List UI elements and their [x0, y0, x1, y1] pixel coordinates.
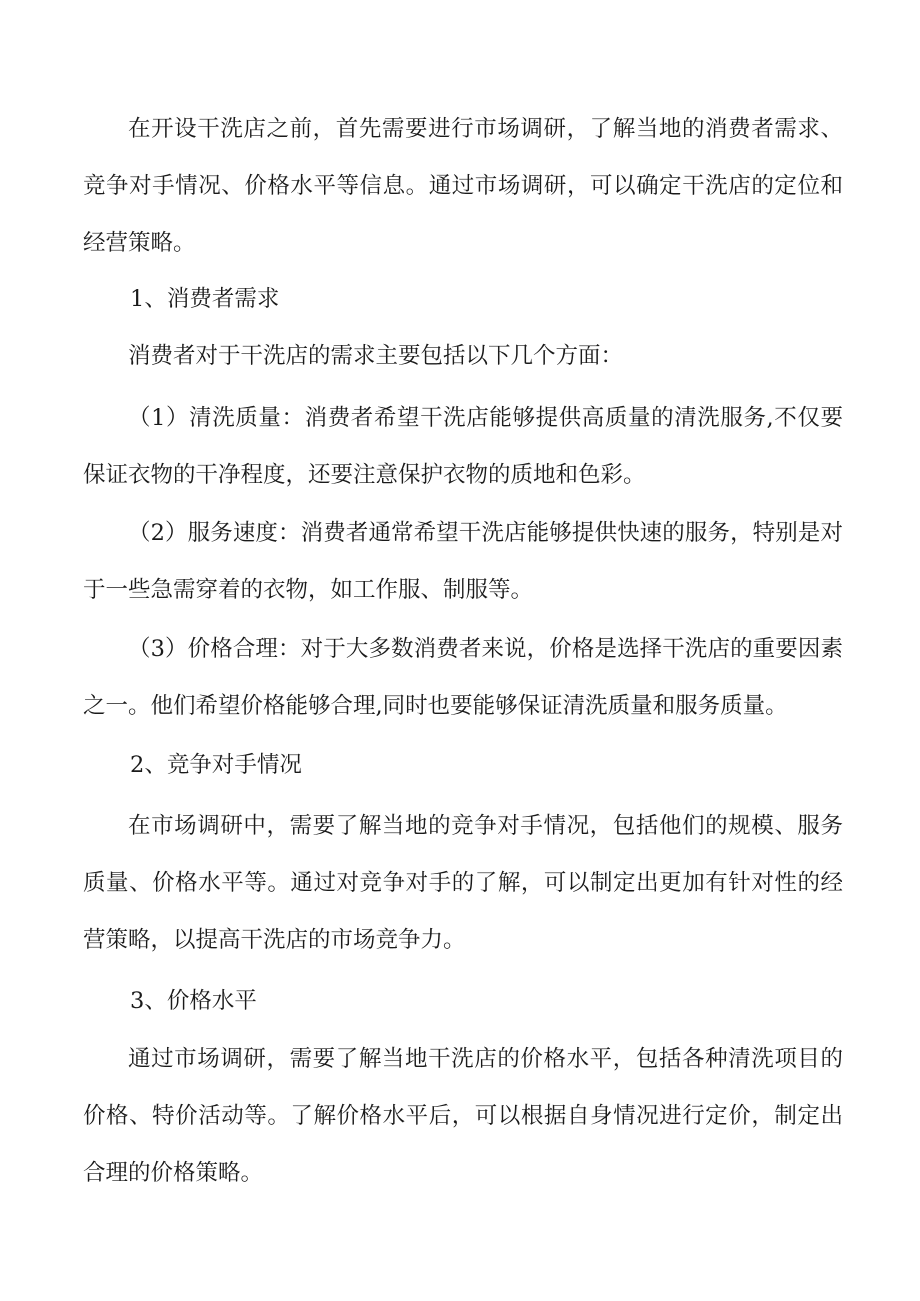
section-heading-consumer-demand: 1、消费者需求 — [130, 286, 280, 312]
cleaning-quality-paragraph: （1）清洗质量：消费者希望干洗店能够提供高质量的清洗服务,不仅要保证衣物的干净程度，还要注意保护衣物的质地和色彩。 — [83, 405, 843, 488]
price-level-paragraph: 通过市场调研，需要了解当地干洗店的价格水平，包括各种清洗项目的价格、特价活动等。了解价格水平后，可以根据自身情况进行定价，制定出合理的价格策略。 — [83, 1046, 843, 1186]
section-heading-competitors: 2、竞争对手情况 — [130, 752, 302, 778]
reasonable-price-paragraph: （3）价格合理：对于大多数消费者来说，价格是选择干洗店的重要因素之一。他们希望价格能够合理,同时也要能够保证清洗质量和服务质量。 — [83, 636, 843, 719]
consumer-demand-intro-paragraph: 消费者对于干洗店的需求主要包括以下几个方面： — [128, 343, 624, 369]
service-speed-paragraph: （2）服务速度：消费者通常希望干洗店能够提供快速的服务，特别是对于一些急需穿着的衣物，如工作服、制服等。 — [83, 520, 843, 603]
intro-paragraph: 在开设干洗店之前，首先需要进行市场调研，了解当地的消费者需求、竞争对手情况、价格水平等信息。通过市场调研，可以确定干洗店的定位和经营策略。 — [83, 116, 843, 256]
section-heading-price-level: 3、价格水平 — [130, 988, 257, 1014]
competitors-paragraph: 在市场调研中，需要了解当地的竞争对手情况，包括他们的规模、服务质量、价格水平等。通过对竞争对手的了解，可以制定出更加有针对性的经营策略，以提高干洗店的市场竞争力。 — [83, 813, 843, 953]
